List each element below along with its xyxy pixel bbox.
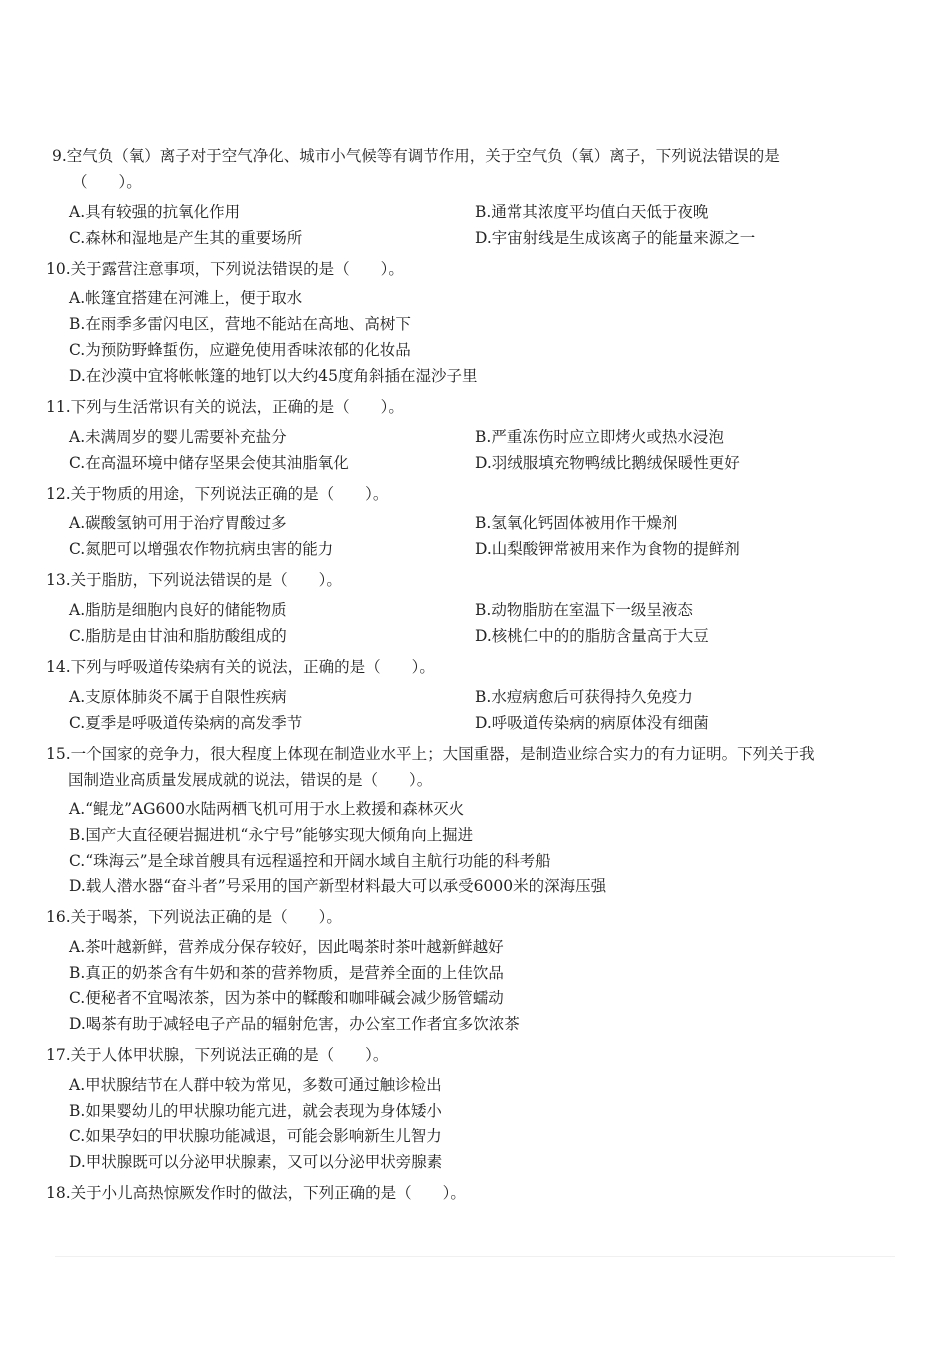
question-16 bbox=[46, 904, 886, 930]
question-number: 17. bbox=[46, 1046, 71, 1064]
option-d: D.喝茶有助于减轻电子产品的辐射危害，办公室工作者宜多饮浓茶 bbox=[69, 1015, 520, 1033]
question-stem: 一个国家的竞争力，很大程度上体现在制造业水平上；大国重器，是制造业综合实力的有力证明。下列关于我 bbox=[70, 745, 815, 763]
question-14 bbox=[46, 654, 886, 680]
question-stem-cont: 国制造业高质量发展成就的说法，错误的是（ ）。 bbox=[68, 771, 433, 789]
question-9 bbox=[52, 143, 892, 195]
option-b: B.如果婴幼儿的甲状腺功能亢进，就会表现为身体矮小 bbox=[69, 1102, 442, 1120]
option-c: C.便秘者不宜喝浓茶，因为茶中的鞣酸和咖啡碱会减少肠管蠕动 bbox=[69, 989, 504, 1007]
option-b: B.氢氧化钙固体被用作干燥剂 bbox=[475, 514, 678, 532]
option-a: A.帐篷宜搭建在河滩上，便于取水 bbox=[69, 289, 303, 307]
option-d: D.核桃仁中的的脂肪含量高于大豆 bbox=[475, 627, 709, 645]
question-number: 18. bbox=[46, 1184, 71, 1202]
option-a: A.碳酸氢钠可用于治疗胃酸过多 bbox=[69, 514, 287, 532]
option-b: B.严重冻伤时应立即烤火或热水浸泡 bbox=[475, 428, 724, 446]
question-stem: 关于喝茶，下列说法正确的是（ ）。 bbox=[70, 908, 342, 926]
question-stem: 关于人体甲状腺，下列说法正确的是（ ）。 bbox=[70, 1046, 389, 1064]
option-a: A.“鲲龙”AG600水陆两栖飞机可用于水上救援和森林灭火 bbox=[69, 800, 465, 818]
question-stem-cont: （ ）。 bbox=[72, 173, 142, 191]
option-c: C.为预防野蜂蜇伤，应避免使用香味浓郁的化妆品 bbox=[69, 341, 411, 359]
option-d: D.甲状腺既可以分泌甲状腺素，又可以分泌甲状旁腺素 bbox=[69, 1153, 443, 1171]
option-a: A.甲状腺结节在人群中较为常见，多数可通过触诊检出 bbox=[69, 1076, 442, 1094]
option-b: B.动物脂肪在室温下一级呈液态 bbox=[475, 601, 693, 619]
question-number: 9. bbox=[52, 147, 67, 165]
option-c: C.脂肪是由甘油和脂肪酸组成的 bbox=[69, 627, 287, 645]
option-a: A.茶叶越新鲜，营养成分保存较好，因此喝茶时茶叶越新鲜越好 bbox=[69, 938, 504, 956]
question-number: 15. bbox=[46, 745, 71, 763]
question-number: 14. bbox=[46, 658, 71, 676]
question-number: 13. bbox=[46, 571, 71, 589]
question-number: 10. bbox=[46, 260, 71, 278]
option-c: C.夏季是呼吸道传染病的高发季节 bbox=[69, 714, 303, 732]
option-d: D.宇宙射线是生成该离子的能量来源之一 bbox=[475, 229, 756, 247]
question-17 bbox=[46, 1042, 886, 1068]
option-b: B.在雨季多雷闪电区，营地不能站在高地、高树下 bbox=[69, 315, 411, 333]
option-a: A.脂肪是细胞内良好的储能物质 bbox=[69, 601, 287, 619]
question-stem: 关于物质的用途，下列说法正确的是（ ）。 bbox=[70, 485, 389, 503]
option-c: C.如果孕妇的甲状腺功能减退，可能会影响新生儿智力 bbox=[69, 1127, 442, 1145]
question-13 bbox=[46, 567, 886, 593]
option-a: A.具有较强的抗氧化作用 bbox=[69, 203, 241, 221]
question-18 bbox=[46, 1180, 886, 1206]
option-c: C.氮肥可以增强农作物抗病虫害的能力 bbox=[69, 540, 334, 558]
option-b: B.真正的奶茶含有牛奶和茶的营养物质，是营养全面的上佳饮品 bbox=[69, 964, 504, 982]
page-divider bbox=[55, 1256, 895, 1257]
option-d: D.呼吸道传染病的病原体没有细菌 bbox=[475, 714, 709, 732]
question-12 bbox=[46, 481, 886, 507]
question-stem: 关于露营注意事项，下列说法错误的是（ ）。 bbox=[70, 260, 404, 278]
option-c: C.森林和湿地是产生其的重要场所 bbox=[69, 229, 303, 247]
question-stem: 关于小儿高热惊厥发作时的做法，下列正确的是（ ）。 bbox=[70, 1184, 466, 1202]
option-d: D.山梨酸钾常被用来作为食物的提鲜剂 bbox=[475, 540, 740, 558]
question-stem: 下列与呼吸道传染病有关的说法，正确的是（ ）。 bbox=[70, 658, 435, 676]
question-number: 16. bbox=[46, 908, 71, 926]
question-10 bbox=[46, 256, 886, 282]
option-c: C.“珠海云”是全球首艘具有远程遥控和开阔水域自主航行功能的科考船 bbox=[69, 852, 551, 870]
question-number: 11. bbox=[46, 398, 71, 416]
option-b: B.国产大直径硬岩掘进机“永宁号”能够实现大倾角向上掘进 bbox=[69, 826, 474, 844]
option-d: D.载人潜水器“奋斗者”号采用的国产新型材料最大可以承受6000米的深海压强 bbox=[69, 877, 607, 895]
question-number: 12. bbox=[46, 485, 71, 503]
option-d: D.在沙漠中宜将帐帐篷的地钉以大约45度角斜插在湿沙子里 bbox=[69, 367, 478, 385]
option-a: A.支原体肺炎不属于自限性疾病 bbox=[69, 688, 287, 706]
question-11 bbox=[46, 394, 886, 420]
option-d: D.羽绒服填充物鸭绒比鹅绒保暖性更好 bbox=[475, 454, 740, 472]
option-b: B.通常其浓度平均值白天低于夜晚 bbox=[475, 203, 709, 221]
question-stem: 空气负（氧）离子对于空气净化、城市小气候等有调节作用，关于空气负（氧）离子，下列说法错误的是 bbox=[66, 147, 780, 165]
option-c: C.在高温环境中储存坚果会使其油脂氧化 bbox=[69, 454, 349, 472]
option-a: A.未满周岁的婴儿需要补充盐分 bbox=[69, 428, 287, 446]
question-stem: 关于脂肪，下列说法错误的是（ ）。 bbox=[70, 571, 342, 589]
question-15 bbox=[46, 741, 886, 793]
option-b: B.水痘病愈后可获得持久免疫力 bbox=[475, 688, 693, 706]
question-stem: 下列与生活常识有关的说法，正确的是（ ）。 bbox=[70, 398, 404, 416]
